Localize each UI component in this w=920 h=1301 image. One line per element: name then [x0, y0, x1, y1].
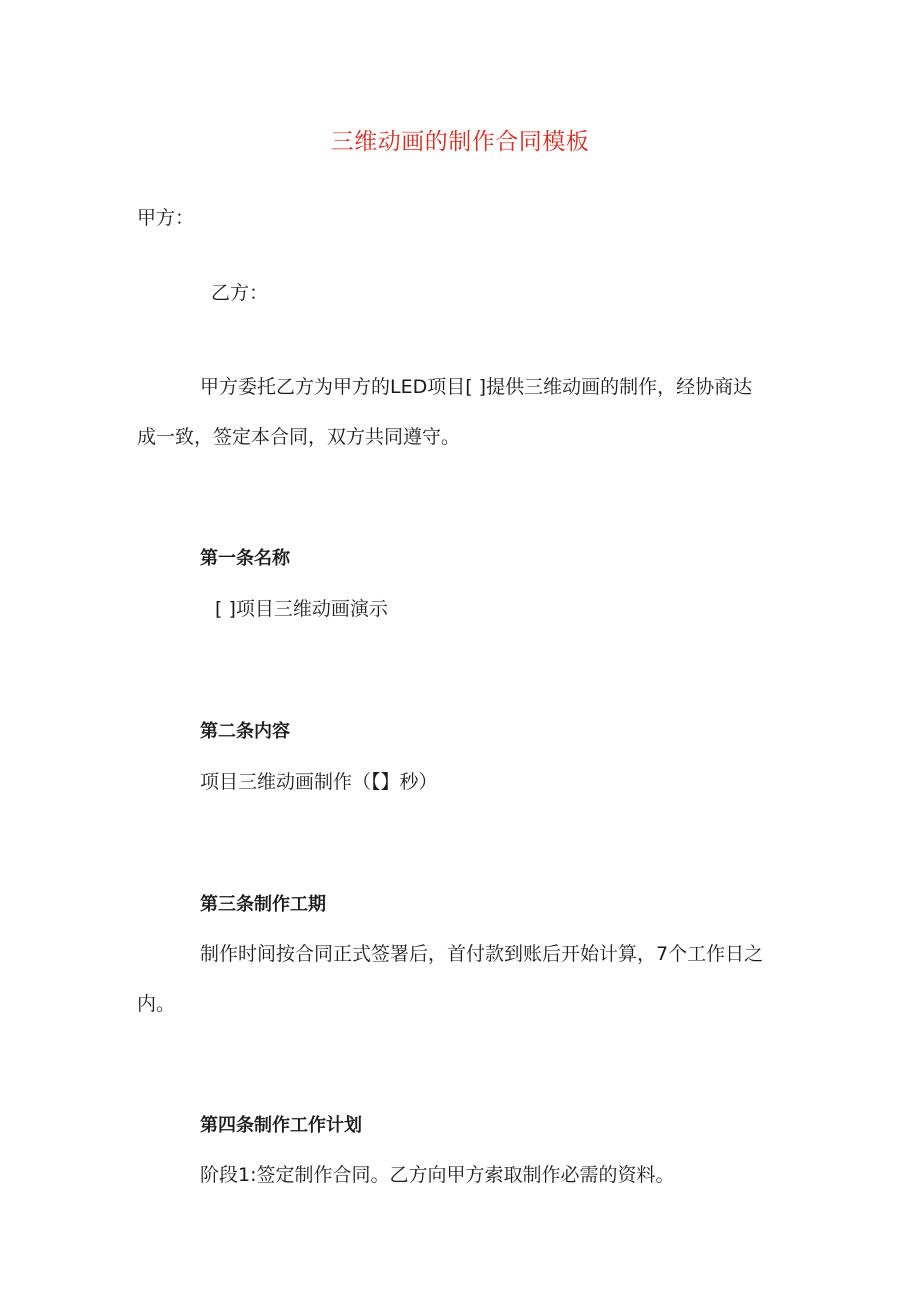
intro-paragraph-line-1: 甲方委托乙方为甲方的LED项目[ ]提供三维动画的制作，经协商达	[200, 376, 753, 398]
section-2-line-1: 项目三维动画制作（【】秒）	[200, 771, 438, 793]
section-4-heading: 第四条制作工作计划	[200, 1115, 362, 1136]
document-title: 三维动画的制作合同模板	[330, 129, 590, 155]
section-3-line-2: 内。	[137, 993, 176, 1015]
section-3-heading: 第三条制作工期	[200, 894, 326, 915]
section-1-heading: 第一条名称	[200, 548, 290, 569]
intro-paragraph-line-2: 成一致，签定本合同，双方共同遵守。	[137, 426, 461, 448]
section-1-line-1: [ ]项目三维动画演示	[215, 598, 388, 620]
section-2-heading: 第二条内容	[200, 721, 290, 742]
party-a-label: 甲方：	[137, 207, 195, 229]
section-4-line-1: 阶段1:签定制作合同。乙方向甲方索取制作必需的资料。	[200, 1164, 675, 1186]
party-b-label: 乙方：	[211, 282, 269, 304]
section-3-line-1: 制作时间按合同正式签署后，首付款到账后开始计算，7个工作日之	[200, 943, 764, 965]
